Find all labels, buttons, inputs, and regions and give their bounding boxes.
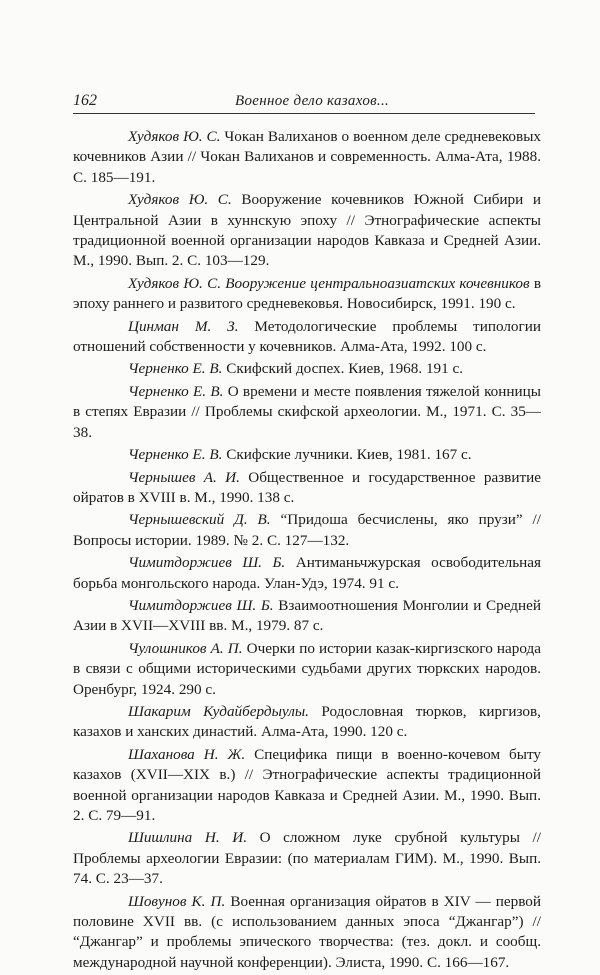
entry-text: Скифский доспех. Киев, 1968. 191 с. <box>222 360 464 378</box>
header-rule <box>73 113 535 114</box>
entry-author: Чулошников А. П. <box>128 639 243 657</box>
entry-text: Взаимоотношения Монголии и Средней Азии в XVII—XVIII вв. М., 1979. 87 с. <box>73 596 541 635</box>
entry-author: Худяков Ю. С. <box>128 191 232 209</box>
entry-text: Чокан Валиханов о военном деле средневековых кочевников Азии // Чокан Валиханов и современность. Алма-Ата, 1988. С. 185—191. <box>73 128 541 186</box>
entry-author: Цинман М. З. <box>128 317 239 335</box>
bibliography-entry <box>73 382 541 443</box>
entry-author: Худяков Ю. С. Вооружение центральноазиатских кочевников <box>128 274 530 292</box>
entry-author: Шакарим Кудайбердыулы. <box>128 702 309 720</box>
bibliography-entry <box>73 190 541 272</box>
entry-author: Черненко Е. В. <box>128 446 223 464</box>
entry-author: Чимитдоржиев Ш. Б. <box>128 554 286 572</box>
entry-text: Вооружение кочевников Южной Сибири и Центральной Азии в хуннскую эпоху // Этнографические аспекты традиционной военной организации народов Кавказа и Средней Азии. М., 1990. Вып. 2. С. 103—129. <box>73 191 542 270</box>
bibliography-entry <box>73 274 541 315</box>
entry-text: в эпоху раннего и развитого средневековья. Новосибирск, 1991. 190 с. <box>73 274 541 313</box>
bibliography-entry <box>73 639 541 700</box>
bibliography-entry <box>73 596 541 637</box>
entry-author: Чернышев А. И. <box>128 468 240 486</box>
bibliography-entry <box>73 745 541 827</box>
entry-author: Черненко Е. В. <box>128 382 224 400</box>
bibliography-entry <box>73 468 541 509</box>
bibliography-entry <box>73 127 541 188</box>
entry-author: Худяков Ю. С. <box>128 128 221 145</box>
entry-text: Военная организация ойратов в XIV — первой половине XVII вв. (с использованием данных эпоса “Джангар”) // “Джангар” и проблемы эпического творчества: (тез. докл. и сообщ. международной научной конференции). Элиста, 1990. С. 166—167. <box>73 892 541 971</box>
entry-text: “Придоша бесчислены, яко прузи” // Вопросы истории. 1989. № 2. С. 127—132. <box>73 511 541 549</box>
entry-text: Очерки по истории казак-киргизского народа в связи с общими историческими судьбами других тюркских народов. Оренбург, 1924. 290 с. <box>73 639 541 698</box>
entry-text: Специфика пищи в военно-кочевом быту казахов (XVII—XIX в.) // Этнографические аспекты традиционной военной организации народов Кавказа и Средней Азии. М., 1990. Вып. 2. С. 79—91. <box>73 745 541 824</box>
bibliography-entry <box>73 702 541 743</box>
entry-text: О времени и месте появления тяжелой конницы в степях Евразии // Проблемы скифской археологии. М., 1971. С. 35—38. <box>73 382 541 441</box>
entry-author: Чимитдоржиев Ш. Б. <box>128 596 274 614</box>
entry-text: Родословная тюрков, киргизов, казахов и ханских династий. Алма-Ата, 1990. 120 с. <box>73 702 541 741</box>
bibliography-entry <box>73 445 541 465</box>
entry-author: Шишлина Н. И. <box>128 829 247 847</box>
running-title: Военное дело казахов... <box>235 93 390 109</box>
bibliography-entry <box>73 317 541 358</box>
entry-text: Антиманьчжурская освободительная борьба монгольского народа. Улан-Удэ, 1974. 91 с. <box>73 554 542 592</box>
bibliography-entry <box>73 510 541 551</box>
entry-author: Шовунов К. П. <box>128 892 226 910</box>
entry-author: Шаханова Н. Ж. <box>128 745 246 763</box>
bibliography-list <box>73 127 541 975</box>
entry-text: Общественное и государственное развитие ойратов в XVIII в. М., 1990. 138 с. <box>73 468 541 506</box>
entry-text: Методологические проблемы типологии отношений собственности у кочевников. Алма-Ата, 1992. 100 с. <box>73 317 541 356</box>
bibliography-entry <box>73 553 541 594</box>
bibliography-entry <box>73 828 541 889</box>
entry-author: Черненко Е. В. <box>128 360 223 378</box>
bibliography-entry <box>73 892 541 974</box>
entry-text: О сложном луке срубной культуры // Проблемы археологии Евразии: (по материалам ГИМ). М., 1990. Вып. 74. С. 23—37. <box>73 829 541 888</box>
entry-text: Скифские лучники. Киев, 1981. 167 с. <box>222 446 472 464</box>
entry-author: Чернышевский Д. В. <box>128 511 271 529</box>
bibliography-entry <box>73 359 541 379</box>
page-number: 162 <box>73 92 97 109</box>
